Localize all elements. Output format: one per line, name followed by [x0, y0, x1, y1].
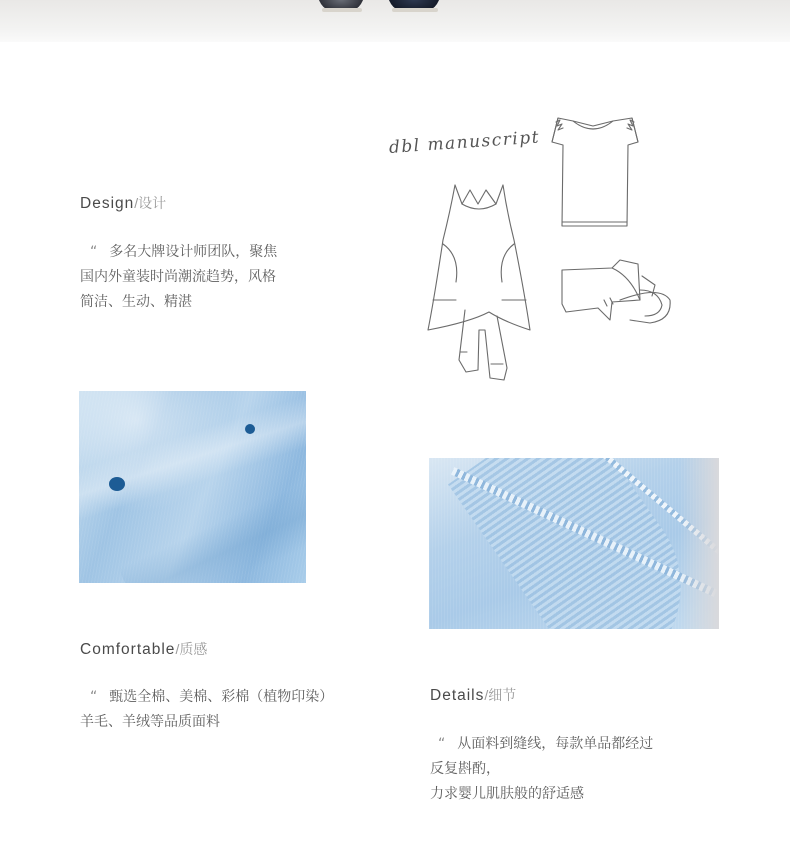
comfortable-heading-sep: / — [175, 641, 180, 657]
flutter-sleeve-tee-sketch — [552, 118, 638, 226]
details-line-1-text: 从面料到缝线，每款单品都经过 — [457, 736, 654, 752]
details-line-1 — [430, 732, 653, 757]
design-line-2: 国内外童装时尚潮流趋势，风格 — [80, 269, 276, 285]
tank-dress-sketch — [428, 185, 530, 330]
design-heading-en: Design — [80, 195, 135, 212]
details-heading-cn: 细节 — [488, 687, 517, 703]
quote-mark: “ — [90, 689, 98, 705]
quote-mark: “ — [90, 244, 98, 260]
details-line-3: 力求婴儿肌肤般的舒适感 — [430, 786, 584, 802]
details-heading-sep: / — [484, 687, 489, 703]
comfortable-heading-cn: 质感 — [179, 641, 208, 657]
design-description — [80, 240, 277, 315]
background-shade — [679, 458, 719, 629]
shoe-sole-left — [322, 8, 362, 12]
design-heading-cn: 设计 — [138, 195, 167, 211]
fabric-photo-cotton — [79, 391, 306, 583]
comfortable-description — [80, 685, 333, 735]
comfortable-heading — [80, 639, 207, 659]
clothing-sketch-illustration — [383, 110, 683, 390]
details-heading — [430, 685, 516, 705]
design-heading — [80, 193, 166, 213]
comfortable-line-1-text: 甄选全棉、美棉、彩棉（植物印染） — [109, 689, 334, 705]
details-description — [430, 732, 653, 807]
comfortable-line-1 — [80, 685, 333, 710]
sketch-signature: dbl manuscript — [388, 127, 541, 158]
fabric-photo-seam-detail — [429, 458, 719, 629]
print-dot — [109, 477, 125, 491]
details-heading-en: Details — [430, 687, 485, 704]
hooded-tee-sketch — [562, 260, 670, 323]
comfortable-heading-en: Comfortable — [80, 641, 176, 658]
quote-mark: “ — [438, 736, 446, 752]
design-heading-sep: / — [134, 195, 139, 211]
design-line-1-text: 多名大牌设计师团队，聚焦 — [109, 244, 278, 260]
comfortable-line-2: 羊毛、羊绒等品质面料 — [80, 714, 220, 730]
shoe-sole-right — [392, 8, 438, 12]
top-photo-strip — [0, 0, 790, 42]
print-dot — [245, 424, 255, 434]
details-line-2: 反复斟酌， — [430, 761, 500, 777]
design-line-1 — [80, 240, 277, 265]
design-line-3: 简洁、生动、精湛 — [80, 294, 192, 310]
